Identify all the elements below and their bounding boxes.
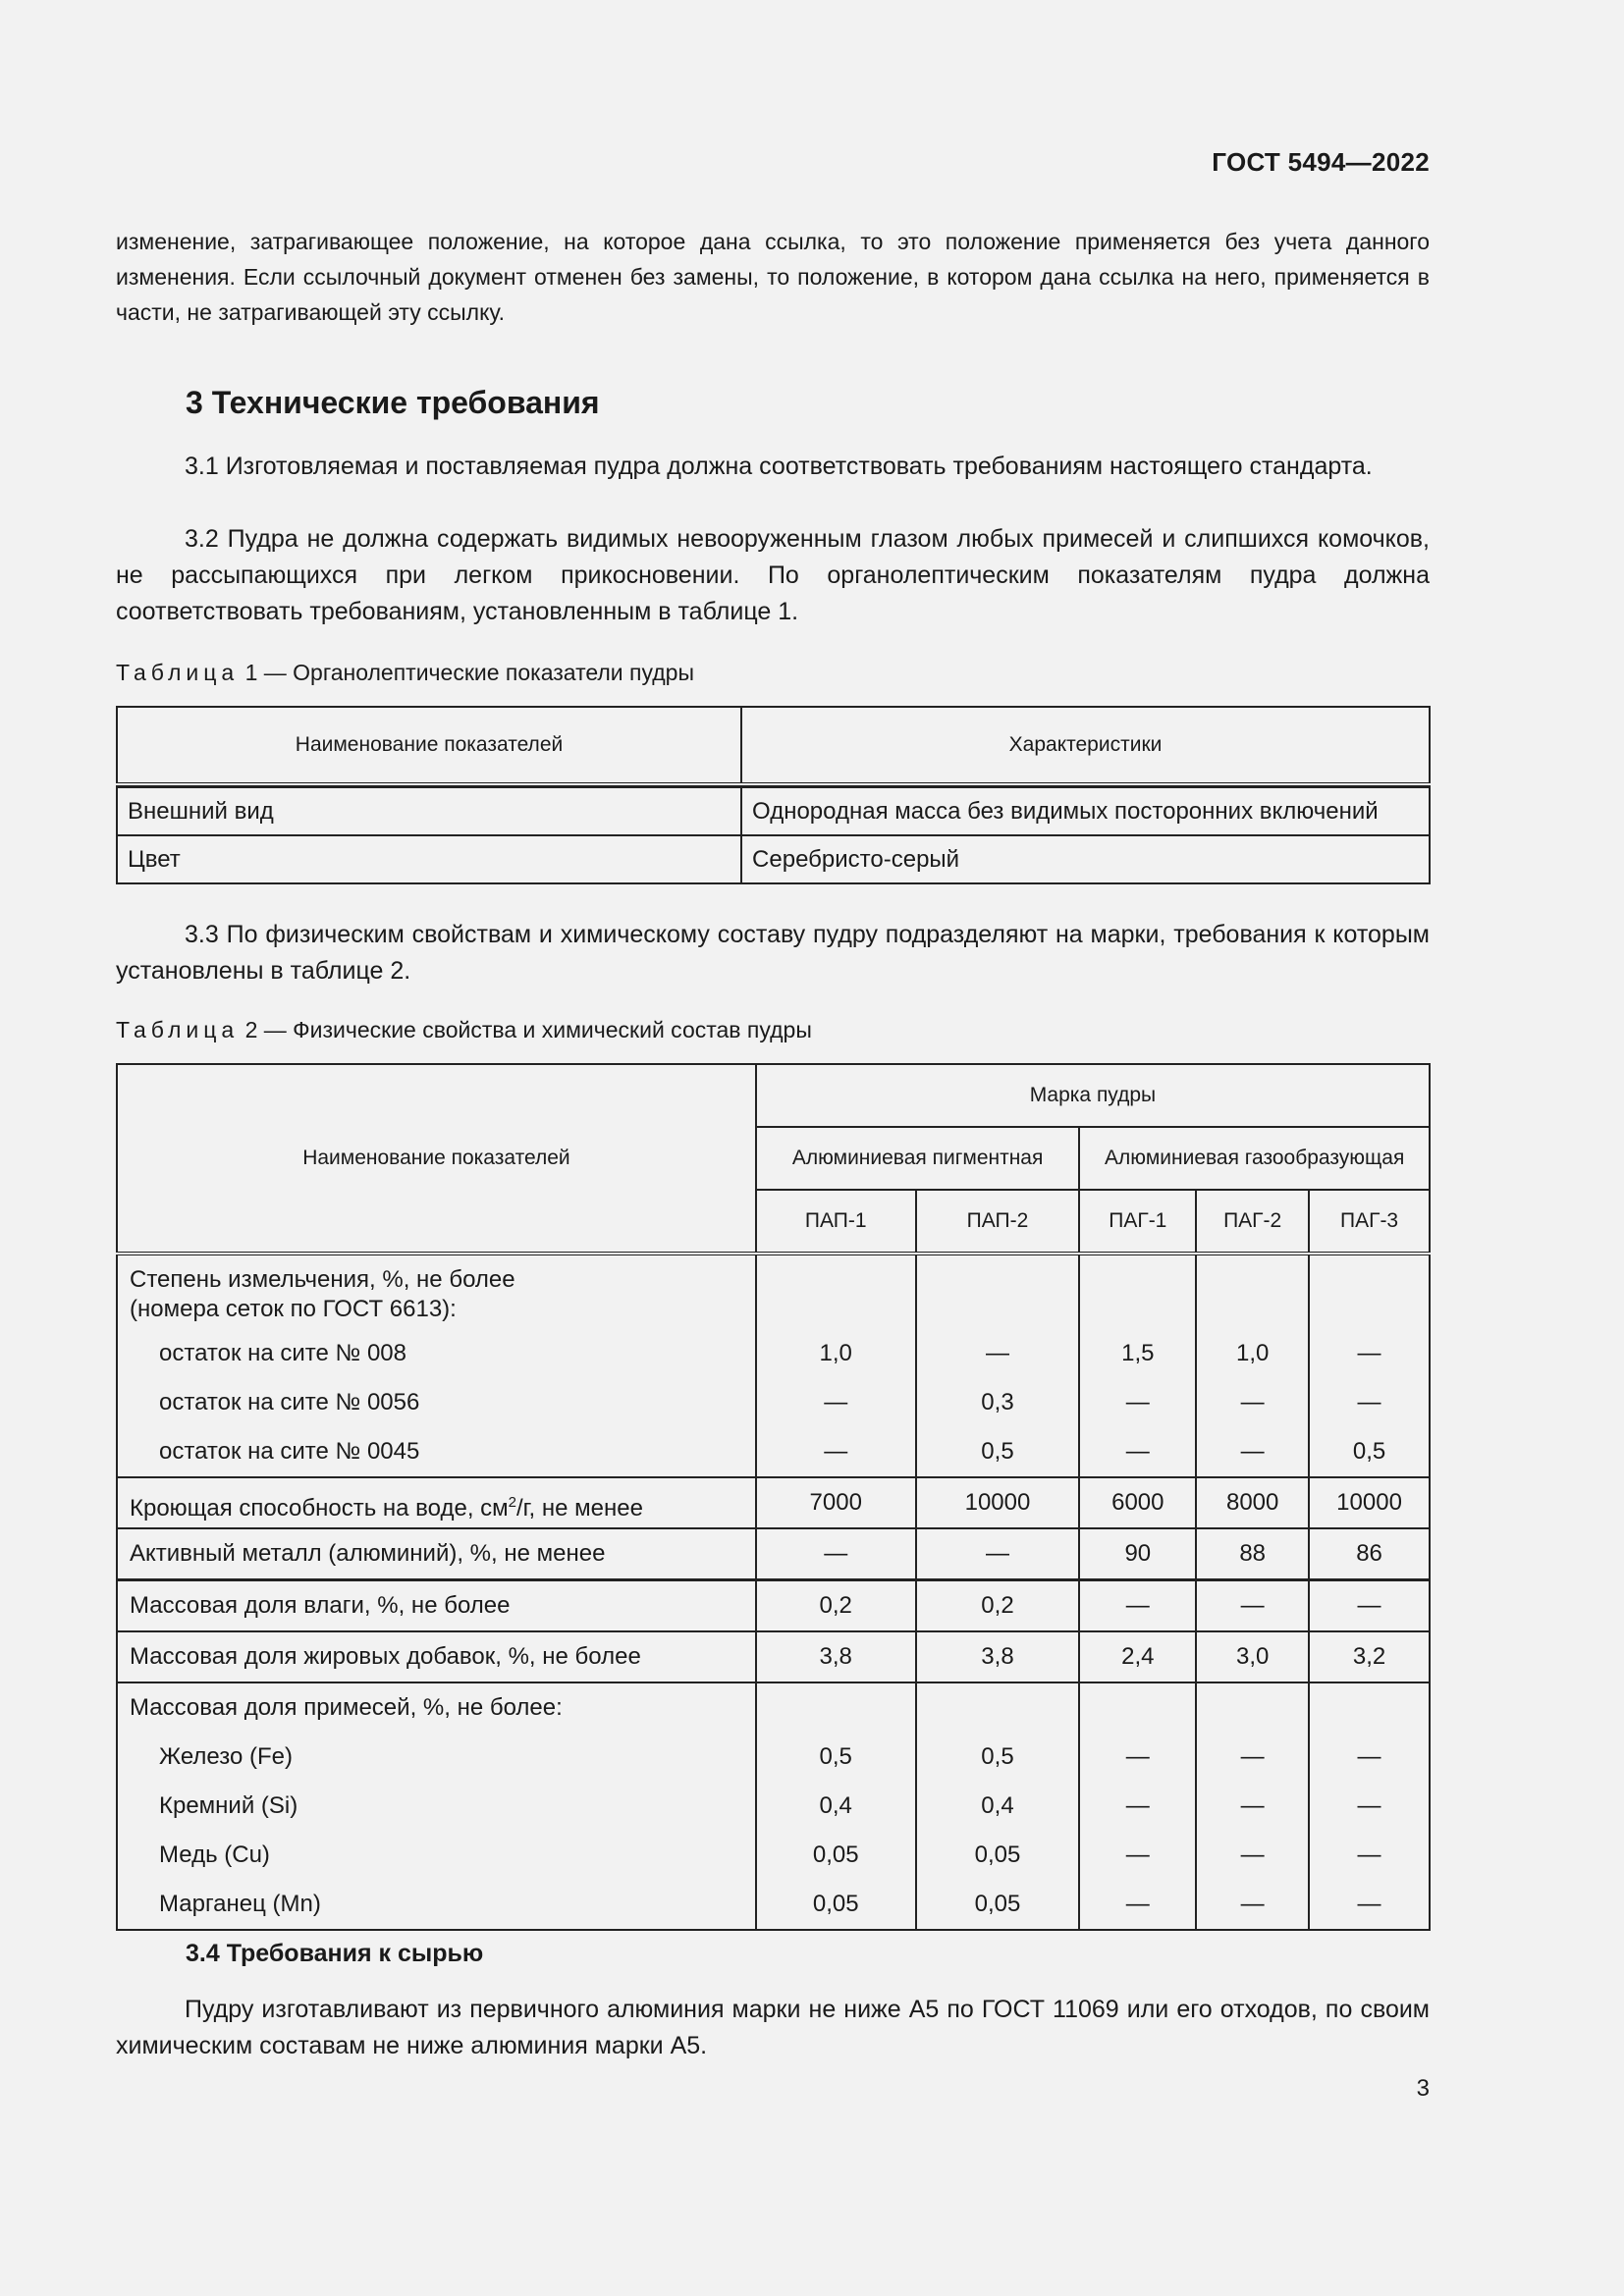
- table2-cell: 0,5: [1352, 1438, 1386, 1465]
- table2-header-group: Марка пудры: [756, 1064, 1430, 1127]
- table2-cell: —: [1125, 1592, 1150, 1619]
- table2-cell: —: [1357, 1340, 1381, 1366]
- table2-cell: 0,2: [819, 1592, 852, 1619]
- table-row: [117, 1254, 1430, 1477]
- table2-cell: 3,8: [981, 1643, 1014, 1670]
- table2-cell: 1,0: [819, 1340, 852, 1366]
- table2-cell: 0,2: [981, 1592, 1014, 1619]
- table1-header-name: Наименование показателей: [117, 707, 741, 784]
- paragraph-3-3: 3.3 По физическим свойствам и химическому составу пудру подразделяют на марки, требования к которым установлены в таблице 2.: [116, 921, 1430, 985]
- table2-header-grade: ПАГ-1: [1079, 1190, 1196, 1254]
- table2-cell: 1,5: [1121, 1340, 1155, 1366]
- table2-cell: 0,05: [812, 1842, 859, 1868]
- covering-label: Кроющая способность на воде, $см^2/г$, не менее: [130, 1494, 643, 1522]
- table2-cell: 3,0: [1235, 1643, 1270, 1670]
- table2-cell: 8000: [1225, 1489, 1279, 1516]
- table2-cell: 3,8: [819, 1643, 852, 1670]
- table2-cell: —: [1357, 1743, 1381, 1770]
- table2-cell: 10000: [964, 1489, 1031, 1516]
- impurity-name: Кремний (Si): [159, 1792, 298, 1819]
- table-row: [117, 835, 1430, 883]
- fineness-sub: остаток на сите № 008: [159, 1340, 406, 1366]
- table2-cell: —: [985, 1340, 1009, 1366]
- table2-cell: 0,05: [974, 1842, 1021, 1868]
- row-label: Активный металл (алюминий), %, не менее: [130, 1540, 606, 1567]
- paragraph-3-2: 3.2 Пудра не должна содержать видимых невооруженным глазом любых примесей и слипшихся комочков, не рассыпающихся при легком прикосновении. По органолептическим показателям пудра должна соответствовать требованиям, установленным в таблице 1.: [116, 525, 1430, 625]
- table2-cell: —: [1240, 1792, 1265, 1819]
- table2-cell: 90: [1124, 1540, 1152, 1567]
- table2-header-grade: ПАП-2: [916, 1190, 1080, 1254]
- table2-cell: 7000: [809, 1489, 862, 1516]
- table2-cell: —: [1357, 1792, 1381, 1819]
- paragraph-3-1: 3.1 Изготовляемая и поставляемая пудра должна соответствовать требованиям настоящего стандарта.: [185, 453, 1373, 480]
- table2-cell: 3,2: [1352, 1643, 1386, 1670]
- table2-cell: 0,3: [981, 1389, 1014, 1415]
- subsection-title: 3.4 Требования к сырью: [186, 1940, 484, 1967]
- table2-cell: —: [1240, 1592, 1265, 1619]
- paragraph-3-4: Пудру изготавливают из первичного алюминия марки не ниже А5 по ГОСТ 11069 или его отходов, по своим химическим составам не ниже алюминия марки А5.: [116, 1996, 1430, 2059]
- fineness-title: Степень измельчения, %, не более (номера сеток по ГОСТ 6613):: [130, 1266, 515, 1322]
- table1-cell: Внешний вид: [117, 787, 741, 835]
- table-1: [116, 706, 1431, 884]
- table2-cell: —: [824, 1438, 848, 1465]
- table2-cell: —: [1125, 1792, 1150, 1819]
- table2-cell: —: [1240, 1842, 1265, 1868]
- table2-cell: —: [1125, 1842, 1150, 1868]
- impurity-name: Марганец (Mn): [159, 1891, 321, 1917]
- table2-cell: —: [1240, 1438, 1265, 1465]
- row-label: Массовая доля жировых добавок, %, не более: [130, 1643, 641, 1670]
- table1-header-value: Характеристики: [741, 707, 1430, 784]
- table1-caption-word: Таблица: [116, 660, 240, 685]
- table2-caption-word: Таблица: [116, 1017, 240, 1042]
- table2-cell: —: [1357, 1891, 1381, 1917]
- table-row: [117, 1528, 1430, 1580]
- table2-header-name: Наименование показателей: [117, 1064, 756, 1254]
- table2-cell: —: [1357, 1842, 1381, 1868]
- document-header: ГОСТ 5494—2022: [1212, 147, 1430, 177]
- table2-cell: 0,4: [981, 1792, 1014, 1819]
- table2-header-grade: ПАГ-3: [1309, 1190, 1430, 1254]
- table2-cell: —: [1125, 1891, 1150, 1917]
- table2-cell: —: [985, 1540, 1009, 1567]
- table2-header-gas: Алюминиевая газообразующая: [1079, 1127, 1430, 1190]
- page-number: 3: [1416, 2075, 1430, 2102]
- table-row: [117, 1580, 1430, 1632]
- table2-caption-text: 2 — Физические свойства и химический состав пудры: [244, 1017, 812, 1042]
- table2-cell: —: [1240, 1389, 1265, 1415]
- table2-cell: 88: [1239, 1540, 1267, 1567]
- table2-header-pigment: Алюминиевая пигментная: [756, 1127, 1080, 1190]
- table2-cell: 86: [1356, 1540, 1382, 1567]
- table-row: [117, 1631, 1430, 1682]
- table2-cell: —: [1240, 1743, 1265, 1770]
- table2-cell: —: [824, 1540, 848, 1567]
- table-2: [116, 1063, 1431, 1931]
- table1-cell: Однородная масса без видимых посторонних включений: [741, 787, 1430, 835]
- table2-cell: —: [1357, 1389, 1381, 1415]
- section-title: 3 Технические требования: [186, 385, 600, 420]
- table2-cell: —: [1125, 1743, 1150, 1770]
- table1-caption-text: 1 — Органолептические показатели пудры: [244, 660, 694, 685]
- table2-caption: [116, 1017, 812, 1043]
- impurities-title: Массовая доля примесей, %, не более:: [130, 1694, 563, 1721]
- table2-cell: 0,4: [819, 1792, 852, 1819]
- table-row: [117, 787, 1430, 835]
- fineness-sub: остаток на сите № 0045: [159, 1438, 420, 1465]
- table2-cell: 0,5: [819, 1743, 852, 1770]
- table2-cell: —: [1125, 1389, 1150, 1415]
- impurity-name: Медь (Cu): [159, 1842, 270, 1868]
- table-row: [117, 1682, 1430, 1930]
- table2-cell: —: [1357, 1592, 1381, 1619]
- table2-cell: —: [824, 1389, 848, 1415]
- table1-cell: Серебристо-серый: [741, 835, 1430, 883]
- table2-cell: 0,05: [974, 1891, 1021, 1917]
- table2-cell: 6000: [1111, 1489, 1164, 1516]
- table2-cell: 2,4: [1121, 1643, 1155, 1670]
- table2-cell: —: [1240, 1891, 1265, 1917]
- table2-cell: —: [1125, 1438, 1150, 1465]
- fineness-sub: остаток на сите № 0056: [159, 1389, 420, 1415]
- table2-cell: 0,5: [981, 1438, 1014, 1465]
- table-row: [117, 1477, 1430, 1528]
- row-label: Массовая доля влаги, %, не более: [130, 1592, 511, 1619]
- table2-cell: 0,5: [981, 1743, 1014, 1770]
- table1-caption: [116, 660, 694, 686]
- table2-header-grade: ПАП-1: [756, 1190, 916, 1254]
- table2-cell: 10000: [1336, 1489, 1402, 1516]
- table2-cell: 0,05: [812, 1891, 859, 1917]
- table1-cell: Цвет: [117, 835, 741, 883]
- impurity-name: Железо (Fe): [159, 1743, 293, 1770]
- intro-paragraph: изменение, затрагивающее положение, на которое дана ссылка, то это положение применяется без учета данного изменения. Если ссылочный документ отменен без замены, то положение, в котором дана ссылка на него, применяется в части, не затрагивающей эту ссылку.: [116, 229, 1430, 325]
- table2-header-grade: ПАГ-2: [1196, 1190, 1309, 1254]
- table2-cell: 1,0: [1235, 1340, 1270, 1366]
